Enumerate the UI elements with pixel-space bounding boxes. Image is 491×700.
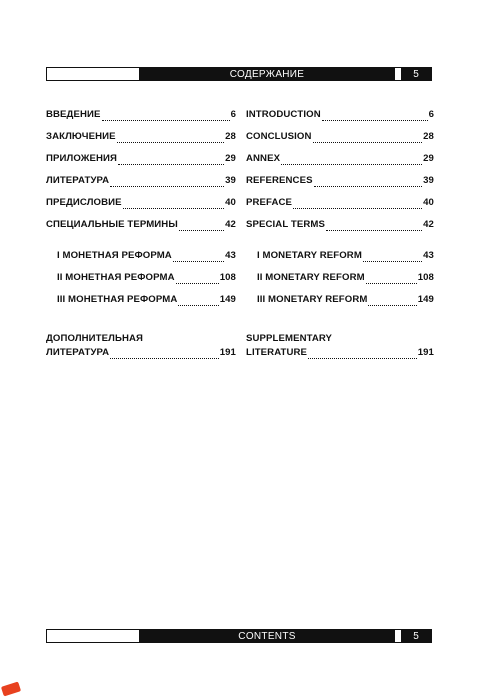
toc-entry-label: ВВЕДЕНИЕ bbox=[46, 109, 101, 120]
toc-entry-page: 29 bbox=[225, 153, 236, 164]
toc-entry[interactable] bbox=[246, 219, 434, 231]
toc-entry-label: CONCLUSION bbox=[246, 131, 312, 142]
toc-entry[interactable] bbox=[246, 109, 434, 121]
toc-ru-main bbox=[46, 109, 236, 231]
leader-dots bbox=[322, 111, 428, 121]
toc-entry-label: I МОНЕТНАЯ РЕФОРМА bbox=[57, 250, 172, 261]
bar-white-segment bbox=[47, 68, 139, 80]
toc-entry-label: REFERENCES bbox=[246, 175, 313, 186]
leader-dots bbox=[313, 133, 423, 143]
toc-entry-page: 149 bbox=[219, 294, 236, 305]
toc-entry-label: ПРЕДИСЛОВИЕ bbox=[46, 197, 122, 208]
toc-entry-label: ЗАКЛЮЧЕНИЕ bbox=[46, 131, 116, 142]
toc-entry-page: 40 bbox=[225, 197, 236, 208]
toc-entry-label-line2: ЛИТЕРАТУРА bbox=[46, 347, 110, 358]
toc-entry-page: 28 bbox=[225, 131, 236, 142]
toc-entry-page: 43 bbox=[423, 250, 434, 261]
toc-en-extra[interactable] bbox=[246, 333, 434, 359]
leader-dots bbox=[281, 155, 422, 165]
leader-dots bbox=[110, 349, 218, 359]
toc-entry-label: ПРИЛОЖЕНИЯ bbox=[46, 153, 118, 164]
toc-entry-label-line1: ДОПОЛНИТЕЛЬНАЯ bbox=[46, 333, 144, 344]
toc-entry-label: III МОНЕТНАЯ РЕФОРМА bbox=[57, 294, 178, 305]
toc-en-reforms bbox=[257, 250, 434, 306]
leader-dots bbox=[118, 155, 224, 165]
toc-en-main bbox=[246, 109, 434, 231]
toc-entry-page: 29 bbox=[423, 153, 434, 164]
leader-dots bbox=[368, 296, 416, 306]
header-title: СОДЕРЖАНИЕ bbox=[139, 68, 395, 80]
bar-white-segment bbox=[47, 630, 139, 642]
toc-entry-page: 42 bbox=[225, 219, 236, 230]
toc-entry-page: 149 bbox=[417, 294, 434, 305]
toc-entry-page: 108 bbox=[417, 272, 434, 283]
toc-entry-page: 6 bbox=[428, 109, 434, 120]
leader-dots bbox=[178, 296, 218, 306]
toc-entry[interactable] bbox=[46, 197, 236, 209]
toc-entry-page: 43 bbox=[225, 250, 236, 261]
toc-entry-label: СПЕЦИАЛЬНЫЕ ТЕРМИНЫ bbox=[46, 219, 178, 230]
toc-entry[interactable] bbox=[57, 294, 236, 306]
toc-entry-page: 42 bbox=[423, 219, 434, 230]
toc-entry-label: II МОНЕТНАЯ РЕФОРМА bbox=[57, 272, 175, 283]
toc-entry[interactable] bbox=[46, 175, 236, 187]
toc-entry[interactable] bbox=[257, 272, 434, 284]
toc-entry bbox=[246, 347, 434, 359]
leader-dots bbox=[179, 221, 224, 231]
toc-entry-page: 40 bbox=[423, 197, 434, 208]
leader-dots bbox=[110, 177, 224, 187]
toc-entry-label: SPECIAL TERMS bbox=[246, 219, 325, 230]
toc-entry-label: PREFACE bbox=[246, 197, 293, 208]
toc-entry-page: 39 bbox=[423, 175, 434, 186]
leader-dots bbox=[102, 111, 230, 121]
toc-entry-page: 108 bbox=[219, 272, 236, 283]
toc-entry[interactable] bbox=[46, 109, 236, 121]
toc-entry-page: 28 bbox=[423, 131, 434, 142]
toc-entry-page: 191 bbox=[417, 347, 434, 358]
leader-dots bbox=[117, 133, 224, 143]
leader-dots bbox=[173, 252, 224, 262]
corner-logo-icon bbox=[1, 681, 21, 696]
leader-dots bbox=[326, 221, 422, 231]
toc-entry[interactable] bbox=[46, 219, 236, 231]
leader-dots bbox=[314, 177, 423, 187]
footer-bar bbox=[46, 629, 432, 643]
toc-entry[interactable] bbox=[257, 250, 434, 262]
leader-dots bbox=[176, 274, 219, 284]
toc-entry-label: I MONETARY REFORM bbox=[257, 250, 362, 261]
toc-entry-page: 6 bbox=[230, 109, 236, 120]
footer-title: CONTENTS bbox=[139, 630, 395, 642]
leader-dots bbox=[293, 199, 422, 209]
toc-entry-label-line1: SUPPLEMENTARY bbox=[246, 333, 333, 344]
toc-entry[interactable] bbox=[46, 131, 236, 143]
toc-entry[interactable] bbox=[246, 197, 434, 209]
toc-entry[interactable] bbox=[246, 153, 434, 165]
toc-ru-reforms bbox=[57, 250, 236, 306]
toc-entry-page: 191 bbox=[219, 347, 236, 358]
toc-entry[interactable] bbox=[257, 294, 434, 306]
toc-entry bbox=[46, 347, 236, 359]
leader-dots bbox=[366, 274, 417, 284]
toc-entry-label: ANNEX bbox=[246, 153, 281, 164]
leader-dots bbox=[308, 349, 417, 359]
toc-entry[interactable] bbox=[246, 131, 434, 143]
leader-dots bbox=[363, 252, 422, 262]
header-bar bbox=[46, 67, 432, 81]
leader-dots bbox=[123, 199, 224, 209]
footer-page-number: 5 bbox=[401, 630, 431, 642]
toc-entry[interactable] bbox=[46, 153, 236, 165]
toc-entry[interactable] bbox=[246, 175, 434, 187]
header-page-number: 5 bbox=[401, 68, 431, 80]
toc-entry[interactable] bbox=[57, 250, 236, 262]
toc-ru-extra[interactable] bbox=[46, 333, 236, 359]
toc-entry-page: 39 bbox=[225, 175, 236, 186]
toc-entry-label: INTRODUCTION bbox=[246, 109, 321, 120]
toc-entry-label: III MONETARY REFORM bbox=[257, 294, 368, 305]
toc-entry[interactable] bbox=[57, 272, 236, 284]
toc-entry-label: II MONETARY REFORM bbox=[257, 272, 365, 283]
toc-entry-label-line2: LITERATURE bbox=[246, 347, 308, 358]
toc-entry-label: ЛИТЕРАТУРА bbox=[46, 175, 110, 186]
